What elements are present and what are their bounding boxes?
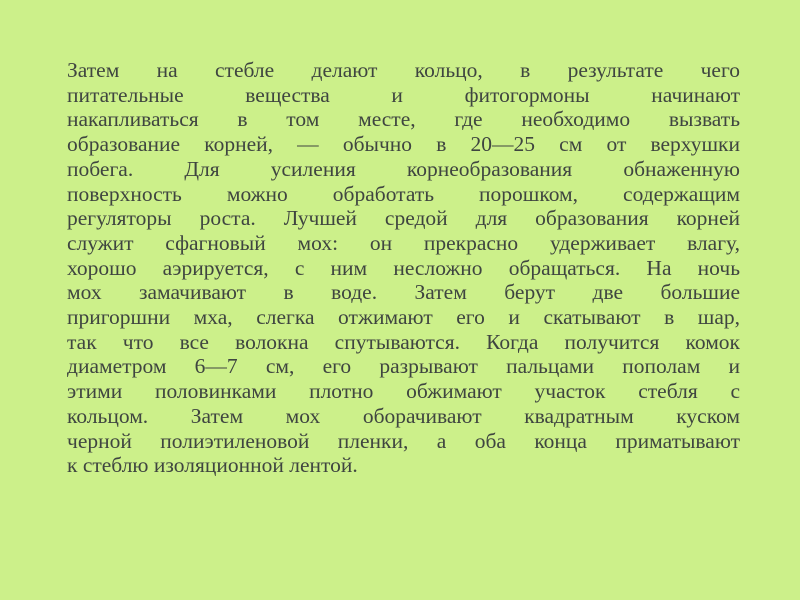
text-line-2: питательные вещества и фитогормоны начинают (67, 82, 740, 107)
text-line-16: черной полиэтиленовой пленки, а оба конца приматывают (67, 428, 740, 453)
text-line-4: образование корней, — обычно в 20—25 см от верхушки (67, 132, 740, 157)
text-line-11: пригоршни мха, слегка отжимают его и скатывают в шар, (67, 305, 740, 330)
text-line-13: диаметром 6—7 см, его разрывают пальцами пополам и (67, 354, 740, 379)
text-line-10: мох замачивают в воде. Затем берут две большие (67, 280, 740, 305)
text-line-8: служит сфагновый мох: он прекрасно удерживает влагу, (67, 230, 740, 255)
text-line-15: кольцом. Затем мох оборачивают квадратным куском (67, 403, 740, 428)
body-text (67, 58, 740, 478)
text-line-7: регуляторы роста. Лучшей средой для образования корней (67, 206, 740, 231)
text-line-9: хорошо аэрируется, с ним несложно обращаться. На ночь (67, 255, 740, 280)
text-line-6: поверхность можно обработать порошком, содержащим (67, 181, 740, 206)
text-line-12: так что все волокна спутываются. Когда получится комок (67, 329, 740, 354)
text-line-3: накапливаться в том месте, где необходимо вызвать (67, 107, 740, 132)
text-line-14: этими половинками плотно обжимают участок стебля с (67, 379, 740, 404)
text-line-17: к стеблю изоляционной лентой. (67, 453, 358, 478)
text-line-5: побега. Для усиления корнеобразования обнаженную (67, 156, 740, 181)
text-line-1: Затем на стебле делают кольцо, в результате чего (67, 58, 740, 82)
